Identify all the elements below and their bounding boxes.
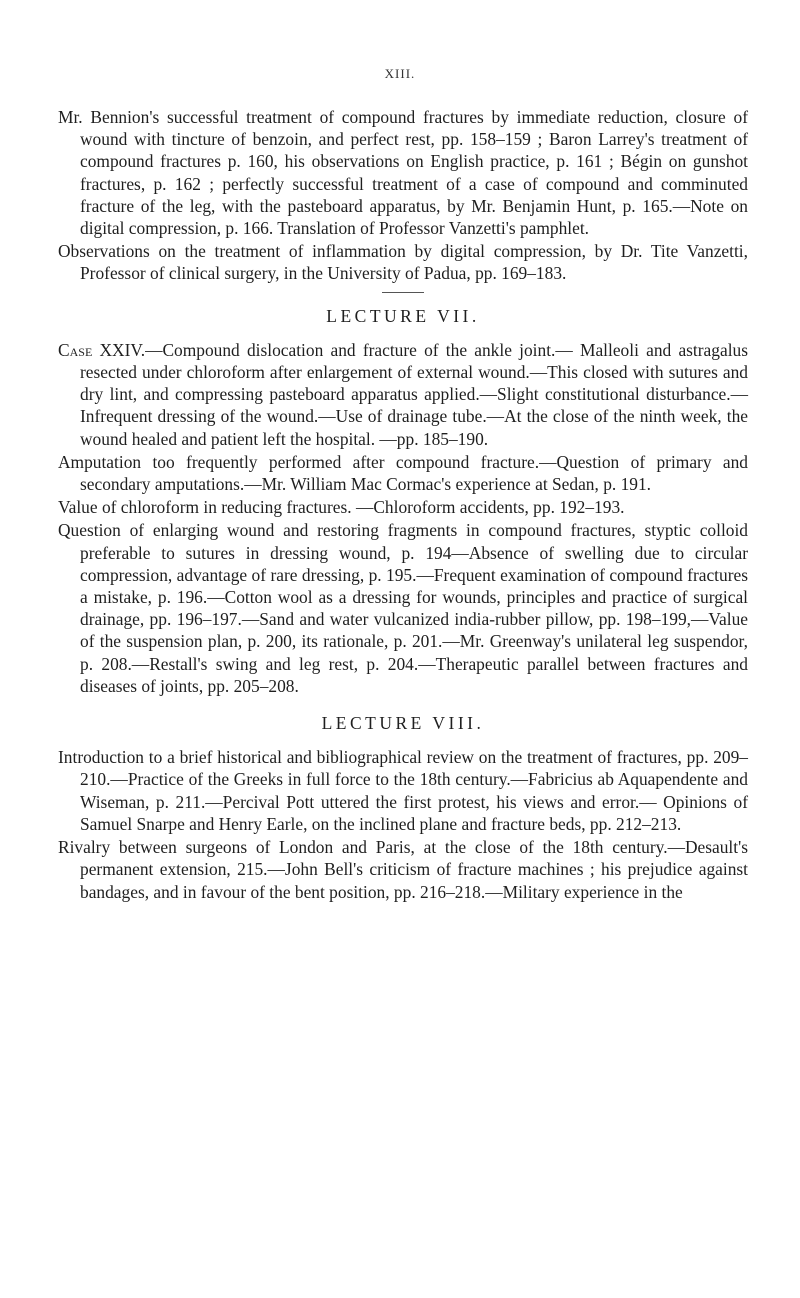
lecture-heading: LECTURE VIII. [321,713,485,734]
case-description: —Compound dislocation and fracture of the ankle joint.— Malleoli and astragalus resected under chloroform after enlargement of external wound.—This closed with sutures and dry lint, and compressing pasteboard apparatus applied.—Slight constitutional disturbance.— Infrequent dressing of the wound.—Use of drainage tube.—At the close of the ninth week, the wound healed and patient left the hospital. —pp. 185–190. [80,339,748,449]
lecture8-paragraph-rivalry: Rivalry between surgeons of London and Paris, at the close of the 18th century.—Desault's permanent extension, 215.—John Bell's criticism of fracture machines ; his prejudice against bandages, and in favour of the bent position, pp. 216–218.—Military experience in the [58,837,748,902]
lecture7-paragraph-chloroform: Value of chloroform in reducing fractures. —Chloroform accidents, pp. 192–193. [58,497,625,518]
lecture7-paragraph-amputation: Amputation too frequently performed after compound fracture.—Question of primary and secondary amputations.—Mr. William Mac Cormac's experience at Sedan, p. 191. [58,451,748,495]
lecture7-paragraph-wound: Question of enlarging wound and restoring fragments in compound fractures, styptic colloid preferable to sutures in dressing wound, p. 194—Absence of swelling due to circular compression, advantage of rare dressing, p. 195.—Frequent examination of compound fractures a mistake, p. 196.—Cotton wool as a dressing for wounds, principles and practice of surgical drainage, pp. 196–197.—Sand and water vulcanized india-rubber pillow, pp. 198–199,—Value of the suspension plan, p. 200, its rationale, p. 201.—Mr. Greenway's unilateral leg suspendor, p. 208.—Restall's swing and leg rest, p. 204.—Therapeutic parallel between fractures and diseases of joints, pp. 205–208. [58,520,748,696]
contents-column [58,106,748,904]
section-divider [382,292,424,293]
case-label: Case XXIV. [58,339,146,360]
page-number: XIII. [384,66,416,81]
lecture6-paragraph-bennion: Mr. Bennion's successful treatment of compound fractures by immediate reduction, closure of wound with tincture of benzoin, and perfect rest, pp. 158–159 ; Baron Larrey's treatment of compound fractures p. 160, his observations on English practice, p. 161 ; Bégin on gunshot fractures, p. 162 ; perfectly successful treatment of a case of compound and comminuted fracture of the leg, with the pasteboard apparatus, by Mr. Benjamin Hunt, p. 165.—Note on digital compression, p. 166. Translation of Professor Vanzetti's pamphlet. [58,107,748,239]
lecture-heading: LECTURE VII. [326,305,480,326]
lecture6-paragraph-vanzetti: Observations on the treatment of inflammation by digital compression, by Dr. Tite Vanzetti, Professor of clinical surgery, in the University of Padua, pp. 169–183. [58,241,748,284]
lecture7-paragraph-case [58,339,748,450]
lecture8-paragraph-introduction: Introduction to a brief historical and bibliographical review on the treatment of fractures, pp. 209–210.—Practice of the Greeks in full force to the 18th century.—Fabricius ab Aquapendente and Wiseman, p. 211.—Percival Pott uttered the first protest, his views and error.— Opinions of Samuel Snarpe and Henry Earle, on the inclined plane and fracture beds, pp. 212–213. [58,747,748,834]
